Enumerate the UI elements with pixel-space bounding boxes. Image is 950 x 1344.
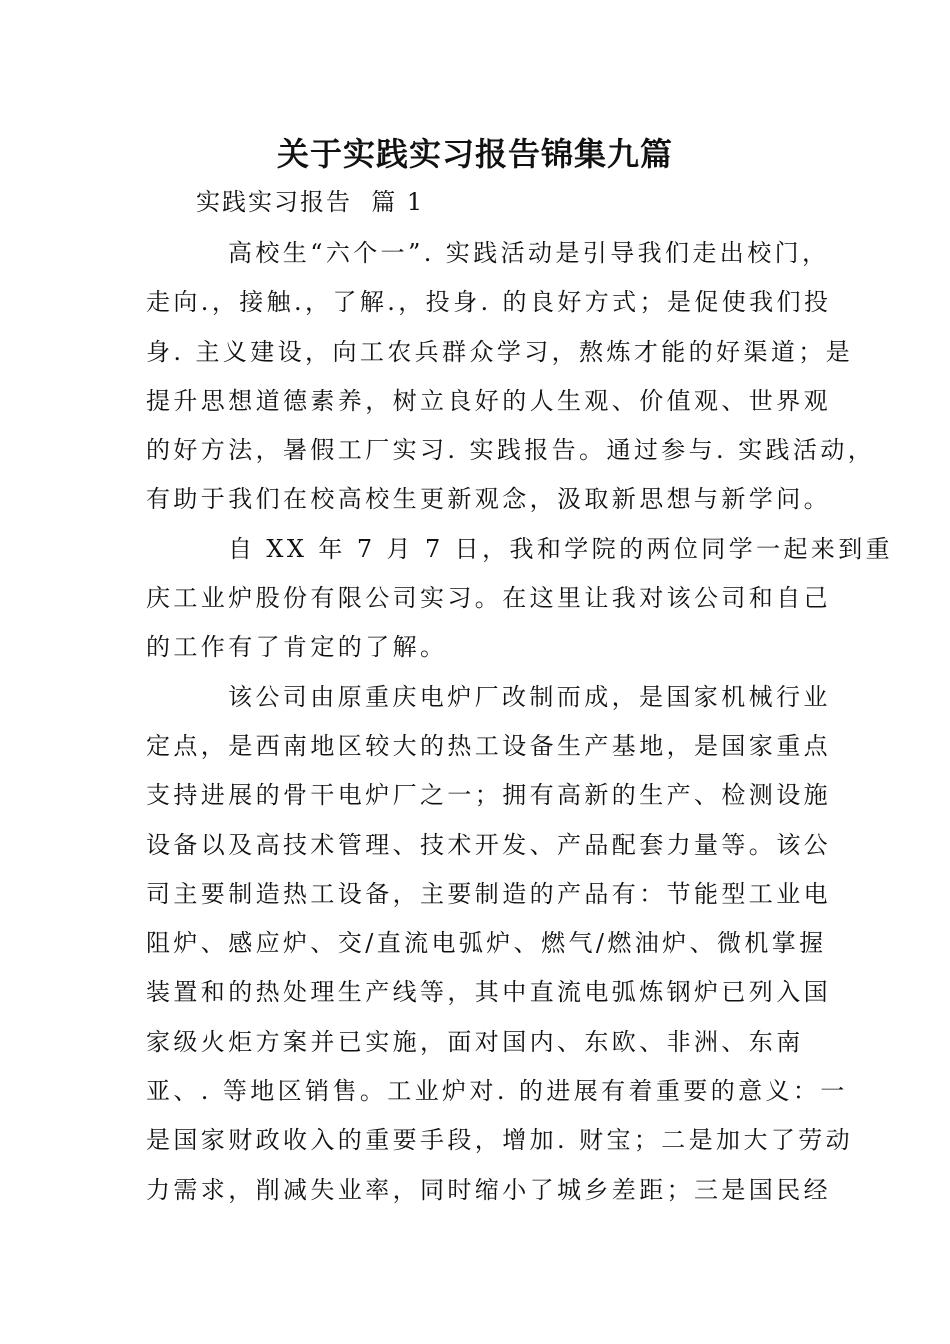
text-line: 亚、. 等地区销售。工业炉对. 的进展有着重要的意义：一 [146, 1077, 848, 1106]
text-line: 的好方法，暑假工厂实习. 实践报告。通过参与. 实践活动， [146, 436, 876, 465]
paragraph-3 [146, 673, 854, 1215]
text-line: 支持进展的骨干电炉厂之一；拥有高新的生产、检测设施 [146, 781, 831, 810]
text-line: 装置和的热处理生产线等，其中直流电弧炼钢炉已列入国 [146, 978, 831, 1007]
text-line: 设备以及高技术管理、技术开发、产品配套力量等。该公 [146, 830, 831, 859]
text-line: 高校生“六个一”. 实践活动是引导我们走出校门， [228, 239, 830, 267]
document-title: 关于实践实习报告锦集九篇 [276, 135, 673, 173]
text-line: 自 XX 年 7 月 7 日，我和学院的两位同学一起来到重 [228, 534, 894, 563]
text-line: 司主要制造热工设备，主要制造的产品有：节能型工业电 [146, 879, 831, 908]
text-line: 家级火炬方案并已实施，面对国内、东欧、非洲、东南 [146, 1027, 804, 1056]
text-line: 有助于我们在校高校生更新观念，汲取新思想与新学问。 [146, 485, 831, 514]
text-line: 阻炉、感应炉、交/直流电弧炉、燃气/燃油炉、微机掌握 [146, 929, 827, 958]
document-body [146, 229, 894, 1215]
text-line: 庆工业炉股份有限公司实习。在这里让我对该公司和自己 [146, 584, 831, 613]
text-line: 提升思想道德素养，树立良好的人生观、价值观、世界观 [146, 386, 831, 415]
text-line: 力需求，削减失业率，同时缩小了城乡差距；三是国民经 [146, 1175, 831, 1204]
text-line: 是国家财政收入的重要手段，增加. 财宝；二是加大了劳动 [146, 1126, 854, 1155]
section-heading: 实践实习报告 篇 1 [196, 188, 425, 216]
paragraph-2 [146, 525, 894, 673]
text-line: 定点，是西南地区较大的热工设备生产基地，是国家重点 [146, 731, 831, 760]
text-line: 该公司由原重庆电炉厂改制而成，是国家机械行业 [228, 682, 831, 711]
text-line: 走向.，接触.，了解.，投身. 的良好方式；是促使我们投 [146, 288, 832, 317]
text-line: 的工作有了肯定的了解。 [146, 633, 448, 662]
paragraph-1 [146, 229, 876, 525]
text-line: 身. 主义建设，向工农兵群众学习，熬炼才能的好渠道；是 [146, 337, 854, 366]
